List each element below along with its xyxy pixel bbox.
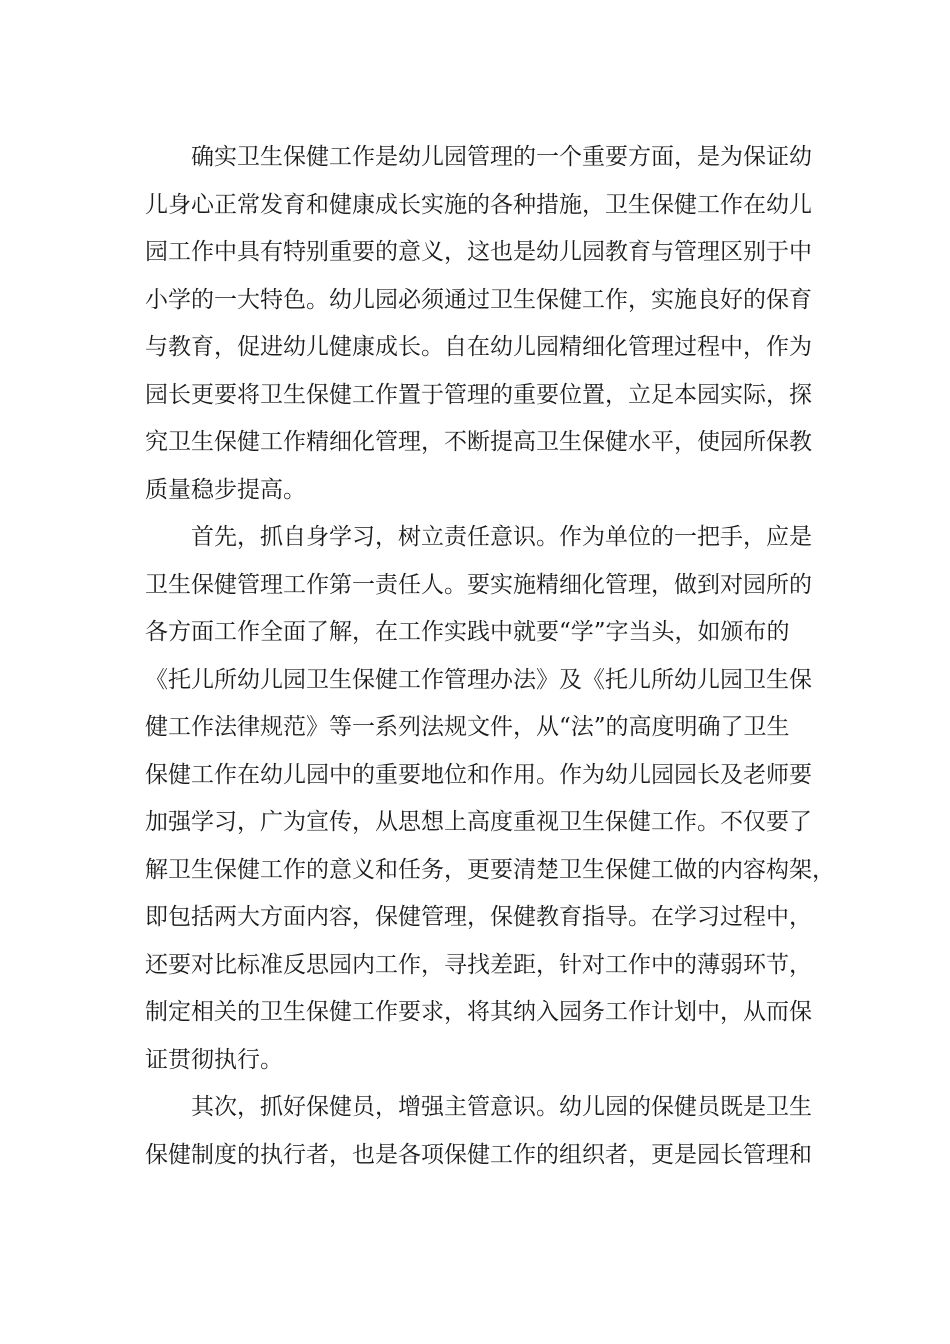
paragraph-3-line-2: 保健制度的执行者，也是各项保健工作的组织者，更是园长管理和 — [145, 1141, 812, 1168]
paragraph-2-line-9: 即包括两大方面内容，保健管理，保健教育指导。在学习过程中， — [145, 904, 812, 930]
paragraph-1-line-6: 园长更要将卫生保健工作置于管理的重要位置，立足本园实际，探 — [145, 381, 812, 408]
paragraph-2-line-12: 证贯彻执行。 — [145, 1046, 283, 1073]
paragraph-2-line-6: 保健工作在幼儿园中的重要地位和作用。作为幼儿园园长及老师要 — [145, 761, 812, 788]
paragraph-1-line-4: 小学的一大特色。幼儿园必须通过卫生保健工作，实施良好的保育 — [145, 286, 812, 313]
paragraph-2-line-7: 加强学习，广为宣传，从思想上高度重视卫生保健工作。不仅要了 — [145, 809, 812, 835]
paragraph-1-line-1: 确实卫生保健工作是幼儿园管理的一个重要方面，是为保证幼 — [191, 144, 812, 170]
paragraph-1-line-3: 园工作中具有特别重要的意义，这也是幼儿园教育与管理区别于中 — [145, 239, 812, 265]
paragraph-2-line-5: 健工作法律规范》等一系列法规文件，从“法”的高度明确了卫生 — [145, 714, 790, 740]
paragraph-1-line-8: 质量稳步提高。 — [145, 476, 306, 503]
paragraph-2-line-1: 首先，抓自身学习，树立责任意识。作为单位的一把手，应是 — [191, 524, 812, 550]
paragraph-2-line-3: 各方面工作全面了解，在工作实践中就要“学”字当头，如颁布的 — [145, 619, 790, 645]
paragraph-2-line-11: 制定相关的卫生保健工作要求，将其纳入园务工作计划中，从而保 — [145, 999, 812, 1025]
paragraph-1-line-5: 与教育，促进幼儿健康成长。自在幼儿园精细化管理过程中，作为 — [145, 334, 812, 360]
paragraph-2-line-2: 卫生保健管理工作第一责任人。要实施精细化管理，做到对园所的 — [145, 571, 812, 598]
paragraph-2-line-4: 《托儿所幼儿园卫生保健工作管理办法》及《托儿所幼儿园卫生保 — [145, 666, 812, 693]
paragraph-2-line-10: 还要对比标准反思园内工作，寻找差距，针对工作中的薄弱环节， — [145, 951, 812, 978]
paragraph-1-line-7: 究卫生保健工作精细化管理，不断提高卫生保健水平，使园所保教 — [145, 429, 812, 455]
paragraph-1-line-2: 儿身心正常发育和健康成长实施的各种措施，卫生保健工作在幼儿 — [145, 191, 812, 218]
paragraph-3-line-1: 其次，抓好保健员，增强主管意识。幼儿园的保健员既是卫生 — [191, 1094, 812, 1120]
document-body — [145, 134, 835, 1179]
paragraph-2-line-8: 解卫生保健工作的意义和任务，更要清楚卫生保健工做的内容构架， — [145, 856, 835, 883]
